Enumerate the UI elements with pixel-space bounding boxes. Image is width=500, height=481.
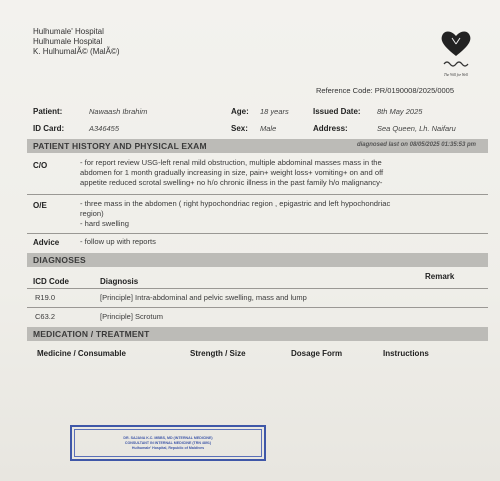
hospital-logo: [432, 26, 480, 82]
oe-line: - hard swelling: [80, 219, 129, 228]
diagnoses-section-header: [27, 253, 488, 267]
diagnosis-header: Diagnosis: [100, 277, 139, 286]
co-line: - for report review USG-left renal mild obstruction, multiple abdominal masses mass in the: [80, 158, 382, 167]
remark-header: Remark: [425, 272, 455, 281]
divider: [27, 194, 488, 195]
stamp-line: CONSULTANT IN INTERNAL MEDICINE (TRN 4891): [124, 441, 212, 445]
svg-text:The Will for Well: The Will for Well: [443, 73, 469, 77]
icd-code-cell: R19.0: [35, 293, 56, 302]
age-label: Age:: [231, 107, 249, 116]
patient-label: Patient:: [33, 107, 63, 116]
doctor-stamp: [70, 425, 266, 461]
issued-date-value: 8th May 2025: [377, 107, 423, 116]
id-card-label: ID Card:: [33, 124, 65, 133]
diagnosed-timestamp: diagnosed last on 08/05/2025 01:35:53 pm: [356, 142, 476, 148]
advice-text: - follow up with reports: [80, 237, 156, 246]
issued-date-label: Issued Date:: [313, 107, 361, 116]
id-card-value: A346455: [89, 124, 120, 133]
strength-header: Strength / Size: [190, 349, 246, 358]
address-value: Sea Queen, Lh. Naifaru: [377, 124, 456, 133]
history-section-header: [27, 139, 488, 153]
divider: [27, 288, 488, 289]
co-text: [80, 158, 383, 188]
heart-logo-icon: [432, 26, 480, 82]
medication-title: MEDICATION / TREATMENT: [33, 329, 150, 339]
sex-label: Sex:: [231, 124, 248, 133]
oe-text: [80, 199, 390, 229]
sex-value: Male: [260, 124, 277, 133]
medication-section-header: [27, 327, 488, 341]
diagnosis-cell: [Principle] Intra-abdominal and pelvic swelling, mass and lump: [100, 293, 307, 302]
diagnosis-cell: [Principle] Scrotum: [100, 312, 163, 321]
reference-code: Reference Code: PR/0190008/2025/0005: [316, 86, 455, 95]
address-label: Address:: [313, 124, 348, 133]
stamp-line: Hulhumale' Hospital, Republic of Maldives: [131, 446, 205, 450]
co-label: C/O: [33, 161, 48, 170]
hospital-name-alt: Hulhumale Hospital: [33, 37, 103, 46]
medicine-header: Medicine / Consumable: [37, 349, 126, 358]
diagnoses-title: DIAGNOSES: [33, 255, 86, 265]
oe-line: region): [80, 209, 104, 218]
oe-label: O/E: [33, 201, 47, 210]
dosage-form-header: Dosage Form: [291, 349, 343, 358]
hospital-address-block: [33, 27, 119, 57]
instructions-header: Instructions: [383, 349, 429, 358]
history-title: PATIENT HISTORY AND PHYSICAL EXAM: [33, 141, 207, 151]
patient-name: Nawaash Ibrahim: [89, 107, 148, 116]
age-value: 18 years: [260, 107, 289, 116]
co-line: abdomen for 1 month gradually increasing in size, pain+ weight loss+ vomiting+ on and off: [80, 168, 384, 177]
co-line: appetite reduced scrotal swelling+ no h/o chronic illness in the past family h/o malignancy-: [80, 178, 383, 187]
stamp-line: DR. SAJANA K.C. MBBS, MD (INTERNAL MEDICINE): [123, 436, 213, 440]
oe-line: - three mass in the abdomen ( right hypochondriac region , epigastric and left hypochondriac: [80, 199, 391, 208]
divider: [27, 307, 488, 308]
hospital-location: K. HulhumalÃ© (MalÃ©): [33, 47, 120, 56]
divider: [27, 233, 488, 234]
hospital-name: Hulhumale' Hospital: [33, 27, 104, 36]
advice-label: Advice: [33, 238, 60, 247]
icd-code-header: ICD Code: [33, 277, 69, 286]
icd-code-cell: C63.2: [35, 312, 56, 321]
